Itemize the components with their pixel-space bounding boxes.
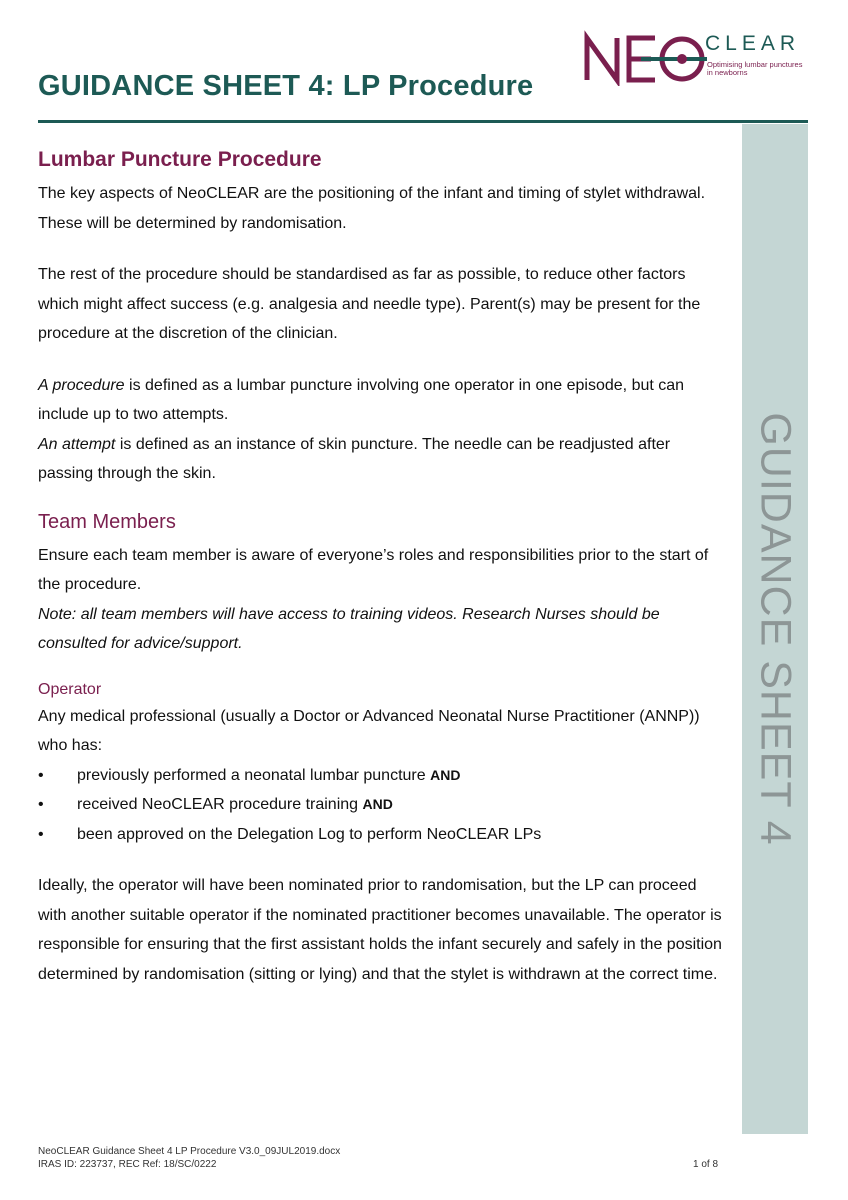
definition-attempt: [38, 430, 728, 489]
footer-document-info: [38, 1146, 340, 1171]
definition-procedure: [38, 371, 728, 430]
note-text: Note: all team members will have access to training videos. Research Nurses should be consulted for advice/support.: [38, 605, 660, 652]
logo-clear-text: CLEAR: [705, 32, 801, 55]
operator-requirements-list: [38, 761, 728, 850]
neoclear-logo: [583, 30, 813, 86]
logo-tagline: [707, 61, 817, 77]
footer-page-number: 1 of 8: [693, 1159, 719, 1170]
page-title: GUIDANCE SHEET 4: LP Procedure: [38, 70, 534, 102]
paragraph-operator-responsibility: Ideally, the operator will have been nominated prior to randomisation, but the LP can proceed with another suitable operator if the nominated practitioner becomes unavailable. The operator is responsible for ensuring that the first assistant holds the infant securely and safely in the position determined by randomisation (sitting or lying) and that the stylet is withdrawn at the correct time.: [38, 877, 722, 983]
list-item-text: previously performed a neonatal lumbar puncture: [77, 766, 431, 784]
term-attempt: An attempt: [38, 435, 116, 453]
paragraph-key-aspects: The key aspects of NeoCLEAR are the positioning of the infant and timing of stylet withdrawal. These will be determined by randomisation.: [38, 185, 706, 232]
list-item-and: AND: [362, 796, 393, 812]
bullet-icon: •: [38, 766, 44, 784]
bullet-icon: •: [38, 796, 44, 813]
logo-tagline-line2: in newborns: [707, 68, 748, 77]
subheading-operator: Operator: [38, 680, 102, 698]
list-item-and: AND: [430, 766, 461, 783]
main-content: [38, 148, 728, 989]
section-heading-lp-procedure: Lumbar Puncture Procedure: [38, 148, 322, 171]
term-procedure: A procedure: [38, 376, 125, 394]
paragraph-operator-intro: Any medical professional (usually a Doctor or Advanced Neonatal Nurse Practitioner (ANNP)) who has:: [38, 707, 700, 754]
list-item: [38, 790, 728, 820]
footer-iras-ref: IRAS ID: 223737, REC Ref: 18/SC/0222: [38, 1158, 217, 1170]
note-training-videos: [38, 600, 728, 659]
sidebar-band: [742, 124, 808, 1134]
paragraph-team-roles: Ensure each team member is aware of everyone’s roles and responsibilities prior to the start of the procedure.: [38, 546, 709, 593]
definition-attempt-text: is defined as an instance of skin puncture. The needle can be readjusted after passing through the skin.: [38, 435, 671, 482]
bullet-icon: •: [38, 825, 44, 843]
sidebar-label: GUIDANCE SHEET 4: [751, 412, 800, 846]
list-item-text: received NeoCLEAR procedure training: [77, 796, 363, 813]
section-heading-team-members: Team Members: [38, 510, 176, 533]
header-rule: [38, 120, 808, 123]
list-item: [38, 820, 728, 850]
list-item-text: been approved on the Delegation Log to perform NeoCLEAR LPs: [77, 825, 542, 843]
list-item: [38, 761, 728, 791]
logo-tagline-line1: Optimising lumbar punctures: [707, 60, 803, 69]
paragraph-standardised: The rest of the procedure should be standardised as far as possible, to reduce other factors which might affect success (e.g. analgesia and needle type). Parent(s) may be present for the procedure at the discretion of the clinician.: [38, 266, 701, 342]
footer-filename: NeoCLEAR Guidance Sheet 4 LP Procedure V3.0_09JUL2019.docx: [38, 1146, 341, 1157]
neo-logo-mark: [583, 30, 707, 86]
definition-procedure-text: is defined as a lumbar puncture involving one operator in one episode, but can include up to two attempts.: [38, 376, 685, 423]
